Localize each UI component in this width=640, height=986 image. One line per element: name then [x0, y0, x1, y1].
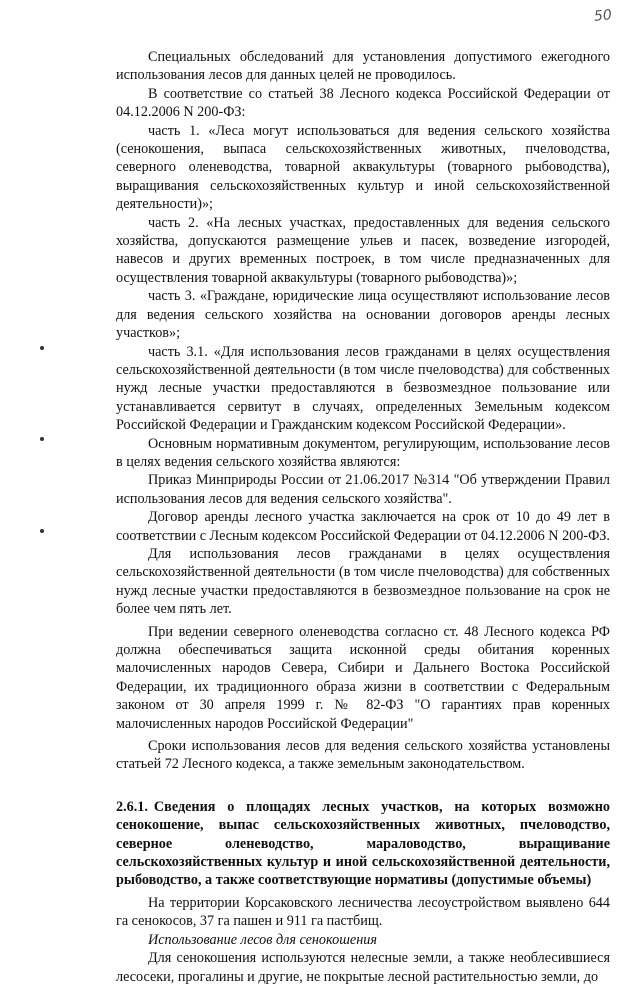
- margin-mark: [40, 437, 44, 441]
- section-title: Сведения о площадях лесных участков, на которых возможно сенокошение, выпас сельскохозяйственных животных, пчеловодство, северное оленеводство, мараловодство, выращивание сельскохозяйственных культур и иной сельскохозяйственной деятельности, рыбоводство, а также соответствующие нормативы (допустимые объемы): [116, 798, 610, 889]
- paragraph: В соответствие со статьей 38 Лесного кодекса Российской Федерации от 04.12.2006 N 200-ФЗ:: [116, 85, 610, 121]
- paragraph: Приказ Минприроды России от 21.06.2017 №314 "Об утверждении Правил использования лесов для ведения сельского хозяйства".: [116, 472, 610, 507]
- paragraph: часть 3.1. «Для использования лесов гражданами в целях осуществления сельскохозяйственной деятельности (в том числе пчеловодства) для собственных нужд лесные участки предоставляются в безвозмездное пользование или устанавливается сервитут в случаях, определенных Земельным кодексом Российской Федерации и Гражданским кодексом Российской Федерации».: [116, 343, 610, 434]
- paragraph: Специальных обследований для установления допустимого ежегодного использования лесов для данных целей не проводилось.: [116, 49, 610, 84]
- paragraph: На территории Корсаковского лесничества лесоустройством выявлено 644 га сенокосов, 37 га пашен и 911 га пастбищ.: [116, 894, 610, 930]
- paragraph: Основным нормативным документом, регулирующим, использование лесов в целях ведения сельского хозяйства являются:: [116, 435, 610, 470]
- page-number: 50: [593, 7, 613, 25]
- paragraph: часть 1. «Леса могут использоваться для ведения сельского хозяйства (сенокошения, выпаса сельскохозяйственных животных, пчеловодства, северного оленеводства, товарной аквакультуры (товарного рыбоводства), выращивания сельскохозяйственных культур и иной сельскохозяйственной деятельности)»;: [116, 122, 610, 213]
- paragraph: Договор аренды лесного участка заключается на срок от 10 до 49 лет в соответствии с Лесным кодексом Российской Федерации от 04.12.2006 N 200-ФЗ.: [116, 509, 610, 544]
- section-number: 2.6.1.: [116, 798, 148, 815]
- section-heading: [116, 798, 610, 890]
- paragraph: часть 2. «На лесных участках, предоставленных для ведения сельского хозяйства, допускаются размещение ульев и пасек, возведение изгородей, навесов и других временных построек, в том числе предназначенных для осуществления товарной аквакультуры (товарного рыбоводства)»;: [116, 214, 610, 286]
- margin-mark: [40, 529, 44, 533]
- paragraph: часть 3. «Граждане, юридические лица осуществляют использование лесов для ведения сельского хозяйства на основании договоров аренды лесных участков»;: [116, 288, 610, 342]
- margin-mark: [40, 346, 44, 350]
- subheading: Использование лесов для сенокошения: [148, 931, 377, 948]
- paragraph: Сроки использования лесов для ведения сельского хозяйства установлены статьей 72 Лесного кодекса, а также земельным законодательством.: [116, 738, 610, 773]
- paragraph: Для использования лесов гражданами в целях осуществления сельскохозяйственной деятельности (в том числе пчеловодства) для собственных нужд лесные участки предоставляются в безвозмездное пользование на срок не более чем пять лет.: [116, 545, 610, 618]
- document-body: [116, 48, 610, 986]
- paragraph: При ведении северного оленеводства согласно ст. 48 Лесного кодекса РФ должна обеспечиваться защита исконной среды обитания коренных малочисленных народов Севера, Сибири и Дальнего Востока Российской Федерации, их традиционного образа жизни в соответствии с Федеральным законом от 30 апреля 1999 г. № 82-ФЗ "О гарантиях прав коренных малочисленных народов Российской Федерации": [116, 623, 610, 732]
- paragraph: Для сенокошения используются нелесные земли, а также необлесившиеся лесосеки, прогалины и другие, не покрытые лесной растительностью земли, до: [116, 950, 610, 985]
